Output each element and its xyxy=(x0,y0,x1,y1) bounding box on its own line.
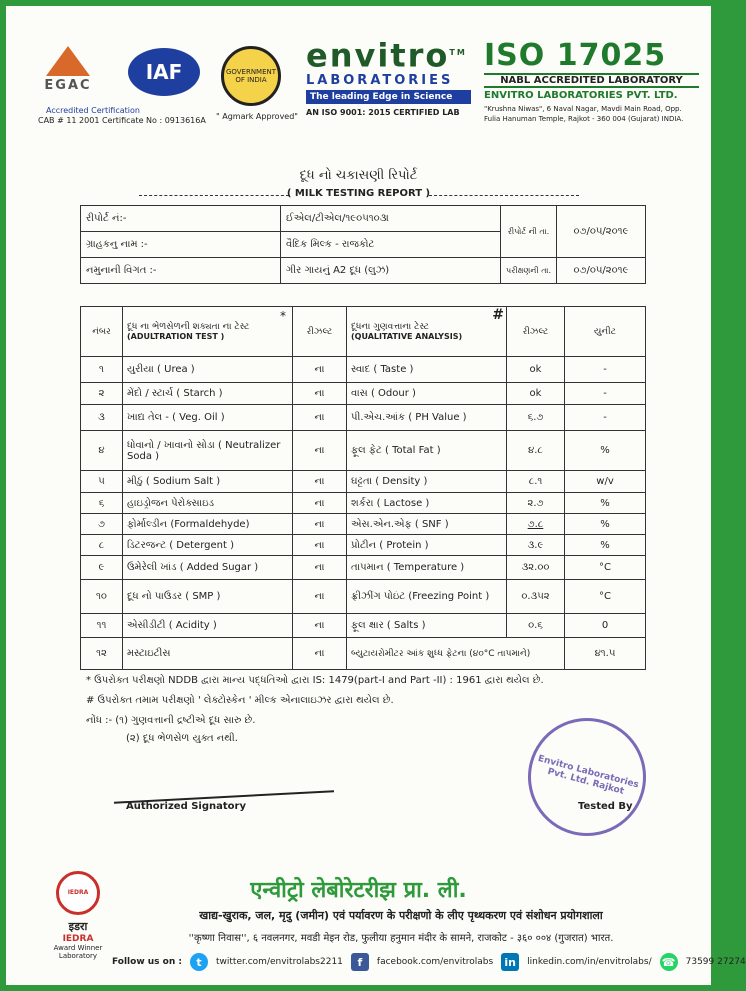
adulteration-test: મસ્ટાઇટીસ xyxy=(123,638,293,670)
iso17025-block xyxy=(484,38,699,124)
qualitative-result: ok xyxy=(507,383,565,405)
envitro-name: envitro xyxy=(306,36,450,75)
adulteration-result: ના xyxy=(293,556,347,580)
pyramid-icon xyxy=(46,46,90,76)
header-adulteration-sub: (ADULTRATION TEST ) xyxy=(127,331,225,341)
note-lactoscan: # ઉપરોક્ત તમામ પરીક્ષણો ' લેક્ટોસ્કેન ' મીલ્ક એનાલાઇઝર દ્વારા થયેલ છે. xyxy=(86,695,394,706)
unit: w/v xyxy=(565,471,646,493)
row-no: ૩ xyxy=(81,405,123,431)
adulteration-test: મીઠું ( Sodium Salt ) xyxy=(123,471,293,493)
report-title-gujarati: દૂધ નો ચકાસણી રિપોર્ટ xyxy=(299,168,418,183)
iedra-emblem-text: IEDRA xyxy=(67,889,89,896)
unit: % xyxy=(565,514,646,535)
adulteration-test: એસીડીટી ( Acidity ) xyxy=(123,614,293,638)
table-row xyxy=(81,493,646,514)
table-row xyxy=(81,431,646,471)
adulteration-result: ના xyxy=(293,383,347,405)
envitro-logo xyxy=(306,36,471,117)
qualitative-test: પી.એચ.આંક ( PH Value ) xyxy=(347,405,507,431)
iso9001-text: AN ISO 9001: 2015 CERTIFIED LAB xyxy=(306,107,460,117)
table-row xyxy=(81,471,646,493)
report-page xyxy=(6,6,746,985)
agmark-text: " Agmark Approved" xyxy=(216,112,298,121)
header-result-1: રીઝલ્ટ xyxy=(293,307,347,357)
row-no: ૬ xyxy=(81,493,123,514)
row-no: ૨ xyxy=(81,383,123,405)
adulteration-test: ધોવાનો / ખાવાનો સોડા ( Neutralizer Soda ) xyxy=(123,431,293,471)
row-no: ૧૨ xyxy=(81,638,123,670)
linkedin-icon: in xyxy=(501,953,519,971)
qualitative-result: ૭.૮ xyxy=(507,514,565,535)
hash-mark: # xyxy=(492,307,504,323)
authorized-signatory: Authorized Signatory xyxy=(126,801,246,812)
adulteration-test: ફોર્માલ્ડીન (Formaldehyde) xyxy=(123,514,293,535)
iedra-text: IEDRA xyxy=(62,934,94,944)
report-no-label: રીપોર્ટ નં:- xyxy=(81,206,281,232)
remark-quality: નોંધ :- (૧) ગુણવત્તાની દ્રષ્ટીએ દૂધ સારુ છે. xyxy=(86,715,256,726)
table-row xyxy=(81,535,646,556)
table-header-row xyxy=(81,307,646,357)
row-no: ૪ xyxy=(81,431,123,471)
linkedin-link[interactable]: linkedin.com/in/envitrolabs/ xyxy=(527,957,652,967)
header-adulteration xyxy=(123,307,293,357)
row-no: ૧ xyxy=(81,357,123,383)
agmark-seal: GOVERNMENT OF INDIA xyxy=(221,46,281,106)
adulteration-test: મેંદો / સ્ટાર્ચ ( Starch ) xyxy=(123,383,293,405)
address-hindi: ''कृष्णा निवास'', ६ नवलनगर, मवडी मेइन रोड, फुलीया हनुमान मंदीर के सामने, राजकोट - ३६० ००४ (गुजरात) भारत. xyxy=(188,933,614,944)
method-notes xyxy=(86,671,544,711)
row-no: ૮ xyxy=(81,535,123,556)
qualitative-test: પ્રોટીન ( Protein ) xyxy=(347,535,507,556)
egac-logo xyxy=(28,36,108,106)
adulteration-result: ના xyxy=(293,431,347,471)
remark-adulteration: (૨) દૂધ ભેળસેળ યુક્ત નથી. xyxy=(126,733,238,744)
unit: - xyxy=(565,357,646,383)
report-date-label: રીપોર્ટ ની તા. xyxy=(501,206,557,258)
accredited-text: Accredited Certification xyxy=(46,106,140,115)
qualitative-result: ૨.૭ xyxy=(507,493,565,514)
adulteration-result: ના xyxy=(293,535,347,556)
table-row xyxy=(81,580,646,614)
adulteration-result: ના xyxy=(293,580,347,614)
adulteration-result: ના xyxy=(293,614,347,638)
letterhead xyxy=(6,6,711,136)
adulteration-test: યુરીયા ( Urea ) xyxy=(123,357,293,383)
adulteration-test: ઉમેરેલી ખાંડ ( Added Sugar ) xyxy=(123,556,293,580)
customer-value: વૈદિક મિલ્ક - રાજકોટ xyxy=(281,232,501,258)
iso17025-title: ISO 17025 xyxy=(484,38,667,73)
header-unit: યુનીટ xyxy=(565,307,646,357)
unit: ૪૧.૫ xyxy=(565,638,646,670)
qualitative-test: તાપમાન ( Temperature ) xyxy=(347,556,507,580)
adulteration-result: ના xyxy=(293,638,347,670)
sample-row xyxy=(81,258,646,284)
title-divider-right xyxy=(429,195,579,196)
unit: °C xyxy=(565,556,646,580)
company-name-hindi: एन्वीट्रो लेबोरेटरीझ प्रा. ली. xyxy=(250,878,467,903)
report-no-row xyxy=(81,206,646,232)
twitter-icon: t xyxy=(190,953,208,971)
qualitative-result: ૬.૭ xyxy=(507,405,565,431)
qualitative-test: ફૂલ ફેટ ( Total Fat ) xyxy=(347,431,507,471)
table-row xyxy=(81,383,646,405)
test-date-label: પરીક્ષણની તા. xyxy=(501,258,557,284)
facebook-link[interactable]: facebook.com/envitrolabs xyxy=(376,957,494,967)
follow-label: Follow us on : xyxy=(112,957,182,967)
sample-value: ગીર ગાયનું A2 દૂધ (લુઝ) xyxy=(281,258,501,284)
sample-label: નમુનાની વિગત :- xyxy=(81,258,281,284)
qualitative-result: ૩૨.૦૦ xyxy=(507,556,565,580)
trademark-mark: TM xyxy=(449,48,467,57)
header-adulteration-text: દૂધ ના ભેળસેળની શક્યતા ના ટેસ્ટ xyxy=(127,321,250,332)
table-row xyxy=(81,357,646,383)
qualitative-result: ok xyxy=(507,357,565,383)
table-row xyxy=(81,556,646,580)
services-hindi: खाद्य-खुराक, जल, मृदु (जमीन) एवं पर्यावरण के परीक्षणो के लीए पृथ्थकरण एवं संशोधन प्रयोगशाला xyxy=(199,909,603,922)
customer-label: ગ્રાહકનુ નામ :- xyxy=(81,232,281,258)
unit: % xyxy=(565,493,646,514)
header-no: નંબર xyxy=(81,307,123,357)
qualitative-test: વાસ ( Odour ) xyxy=(347,383,507,405)
laboratories-text: LABORATORIES xyxy=(306,72,454,88)
row-no: ૭ xyxy=(81,514,123,535)
asterisk-mark: * xyxy=(280,309,286,323)
adulteration-test: ડિટરજન્ટ ( Detergent ) xyxy=(123,535,293,556)
twitter-link[interactable]: twitter.com/envitrolabs2211 xyxy=(216,957,343,967)
table-row xyxy=(81,405,646,431)
table-row xyxy=(81,514,646,535)
milk-test-table xyxy=(80,306,646,670)
header-qualitative-sub: (QUALITATIVE ANALYSIS) xyxy=(351,331,463,341)
phone-number: 73599 27274 xyxy=(685,957,746,967)
adulteration-result: ના xyxy=(293,493,347,514)
qualitative-test: સ્વાદ ( Taste ) xyxy=(347,357,507,383)
report-title-english: ( MILK TESTING REPORT ) xyxy=(286,188,431,199)
row-no: ૯ xyxy=(81,556,123,580)
qualitative-test: બ્યુટાયરોમીટર આંક શુધ્ધ ફેટના (૪૦°C તાપમાને) xyxy=(347,638,565,670)
qualitative-test: ફ્રીઝીંગ પોઇંટ (Freezing Point ) xyxy=(347,580,507,614)
adulteration-result: ના xyxy=(293,357,347,383)
tagline: The leading Edge in Science xyxy=(306,90,471,104)
unit: - xyxy=(565,383,646,405)
report-no-value: ઈએલ/ટીએલ/૧૯૦૫૧૦૩। xyxy=(281,206,501,232)
adulteration-test: હાઇડ્રોજન પેરોક્સાઇડ xyxy=(123,493,293,514)
qualitative-test: ફૂલ ક્ષાર ( Salts ) xyxy=(347,614,507,638)
note-nddb: * ઉપરોક્ત પરીક્ષણો NDDB દ્વારા માન્ય પદ્ધતિઓ દ્વારા IS: 1479(part-I and Part -II) : 1961 દ્વારા થયેલ છે. xyxy=(86,675,544,686)
row-no: ૧૧ xyxy=(81,614,123,638)
unit: % xyxy=(565,431,646,471)
company-address: "Krushna Niwas", 6 Naval Nagar, Mavdi Main Road, Opp. Fulia Hanuman Temple, Rajkot - 360 004 (Gujarat) INDIA. xyxy=(484,105,684,123)
social-links xyxy=(112,953,746,971)
unit: 0 xyxy=(565,614,646,638)
whatsapp-icon: ☎ xyxy=(660,953,678,971)
report-date-value: ૦૭/૦૫/૨૦૧૯ xyxy=(557,206,646,258)
tested-by: Tested By xyxy=(578,801,633,812)
qualitative-test: ઘટ્ટતા ( Density ) xyxy=(347,471,507,493)
adulteration-result: ના xyxy=(293,514,347,535)
signature-mark xyxy=(114,770,334,804)
unit: % xyxy=(565,535,646,556)
adulteration-test: દૂધ નો પાઉડર ( SMP ) xyxy=(123,580,293,614)
test-date-value: ૦૭/૦૫/૨૦૧૯ xyxy=(557,258,646,284)
qualitative-result: ૮.૧ xyxy=(507,471,565,493)
header-result-2: રીઝલ્ટ xyxy=(507,307,565,357)
iaf-logo: IAF xyxy=(128,48,200,96)
table-row xyxy=(81,614,646,638)
row-no: ૧૦ xyxy=(81,580,123,614)
company-stamp: Envitro Laboratories Pvt. Ltd. Rajkot xyxy=(515,705,660,850)
qualitative-result: ૪.૮ xyxy=(507,431,565,471)
row-no: ૫ xyxy=(81,471,123,493)
report-info-table xyxy=(80,205,646,284)
remarks xyxy=(86,712,255,748)
unit: - xyxy=(565,405,646,431)
iedra-award: Award Winner Laboratory xyxy=(53,944,103,960)
adulteration-result: ના xyxy=(293,471,347,493)
adulteration-result: ના xyxy=(293,405,347,431)
table-row xyxy=(81,638,646,670)
iedra-hindi: इडरा xyxy=(68,920,88,933)
facebook-icon: f xyxy=(351,953,369,971)
header-qualitative xyxy=(347,307,507,357)
header-qualitative-text: દૂધના ગુણવત્તાના ટેસ્ટ xyxy=(351,321,430,332)
qualitative-test: શર્કરા ( Lactose ) xyxy=(347,493,507,514)
qualitative-result: ૦.૬ xyxy=(507,614,565,638)
company-name: ENVITRO LABORATORIES PVT. LTD. xyxy=(484,90,678,101)
qualitative-result: ૦.૩૫૨ xyxy=(507,580,565,614)
qualitative-result: ૩.૯ xyxy=(507,535,565,556)
egac-text: EGAC xyxy=(44,78,92,93)
qualitative-test: એસ.એન.એફ ( SNF ) xyxy=(347,514,507,535)
nabl-text: NABL ACCREDITED LABORATORY xyxy=(484,73,699,88)
unit: °C xyxy=(565,580,646,614)
adulteration-test: ખાદ્ય તેલ - ( Veg. Oil ) xyxy=(123,405,293,431)
cab-text: CAB # 11 2001 Certificate No : 0913616A xyxy=(38,116,206,125)
